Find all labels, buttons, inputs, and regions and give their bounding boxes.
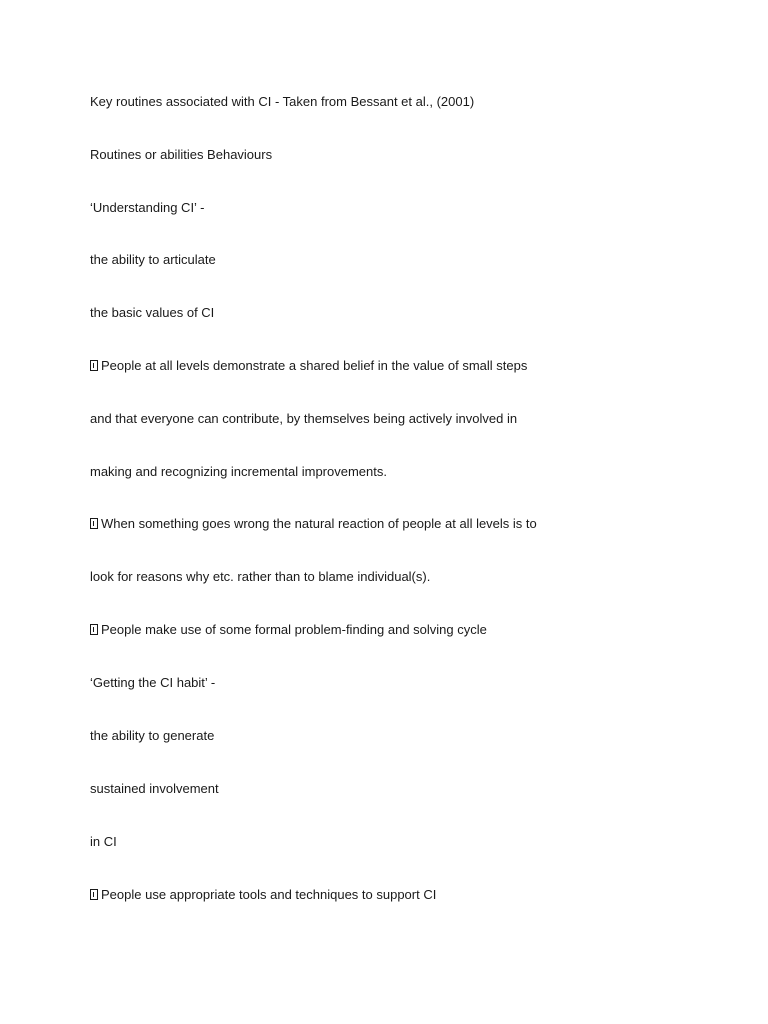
routine-title-getting-ci-habit: ‘Getting the CI habit’ - (90, 675, 216, 690)
behaviour-continuation-line: making and recognizing incremental improvements. (90, 464, 387, 479)
bullet-glyph-icon (90, 624, 98, 635)
routine-description-line: the ability to articulate (90, 252, 216, 267)
behaviour-bullet-line (90, 358, 527, 374)
behaviour-bullet-line (90, 887, 436, 903)
document-heading: Key routines associated with CI - Taken from Bessant et al., (2001) (90, 94, 475, 109)
bullet-glyph-icon (90, 518, 98, 529)
table-header-text: Routines or abilities Behaviours (90, 147, 273, 162)
routine-description-line: in CI (90, 834, 117, 849)
behaviour-continuation-line: look for reasons why etc. rather than to blame individual(s). (90, 569, 431, 584)
behaviour-text: When something goes wrong the natural reaction of people at all levels is to (101, 516, 537, 531)
bullet-glyph-icon (90, 360, 98, 371)
routine-description-line: sustained involvement (90, 781, 219, 796)
behaviour-bullet-line (90, 622, 487, 638)
routine-title-understanding-ci: ‘Understanding CI’ - (90, 200, 205, 215)
behaviour-text: People at all levels demonstrate a shared belief in the value of small steps (101, 358, 528, 373)
bullet-glyph-icon (90, 889, 98, 900)
routine-description-line: the ability to generate (90, 728, 215, 743)
behaviour-bullet-line (90, 516, 537, 532)
behaviour-text: People make use of some formal problem-finding and solving cycle (101, 622, 487, 637)
behaviour-text: People use appropriate tools and techniques to support CI (101, 887, 437, 902)
behaviour-continuation-line: and that everyone can contribute, by themselves being actively involved in (90, 411, 518, 426)
routine-description-line: the basic values of CI (90, 305, 215, 320)
